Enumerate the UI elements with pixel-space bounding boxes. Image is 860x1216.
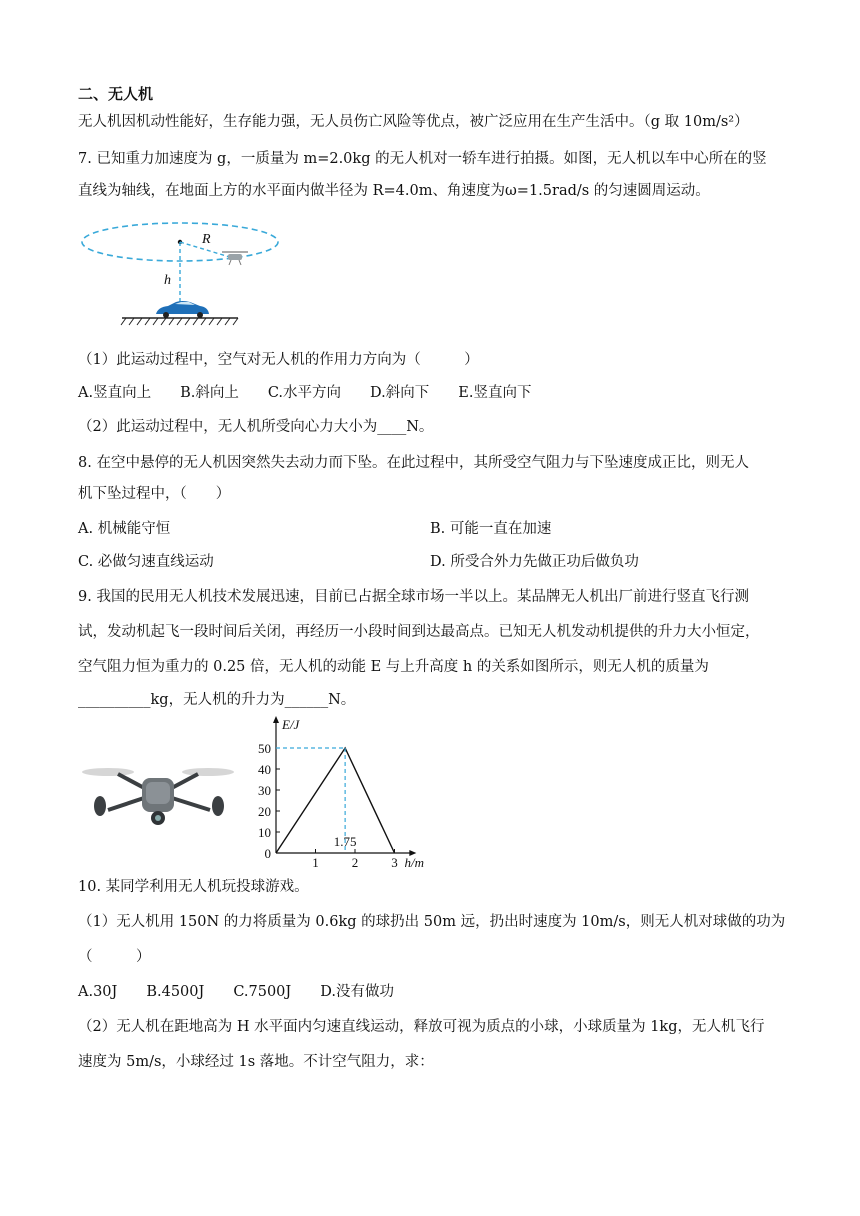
drone-icon [222, 252, 248, 265]
y-tick-label: 40 [258, 762, 271, 777]
intro-text: 无人机因机动性能好，生存能力强，无人员伤亡风险等优点，被广泛应用在生产生活中。（g 取 10m/s²） [78, 114, 749, 130]
q8-option-c: C. 必做匀速直线运动 [78, 554, 214, 570]
x-axis-label: h/m [404, 855, 424, 870]
section-title: 二、无人机 [78, 85, 154, 103]
q10-sub1-line1: （1）无人机用 150N 的力将质量为 0.6kg 的球扔出 50m 远，扔出时速度为 10m/s，则无人机对球做的功为 [78, 914, 786, 930]
q7-sub1: （1）此运动过程中，空气对无人机的作用力方向为（ ） [78, 352, 479, 368]
ground-icon [121, 318, 238, 325]
radius-label: R [202, 232, 211, 247]
q8-line1: 8. 在空中悬停的无人机因突然失去动力而下坠。在此过程中，其所受空气阻力与下坠速度成正比，则无人 [78, 455, 749, 471]
y-tick-label: 30 [258, 783, 271, 798]
y-axis-label: E/J [282, 717, 300, 732]
q10-sub2-line2: 速度为 5m/s，小球经过 1s 落地。不计空气阻力，求： [78, 1054, 434, 1070]
drone-photo-icon [78, 760, 238, 830]
q8-option-b: B. 可能一直在加速 [430, 521, 552, 537]
y-axis-arrow [273, 716, 279, 723]
y-tick-label: 10 [258, 825, 271, 840]
q8-line2: 机下坠过程中，（ ） [78, 486, 231, 502]
energy-height-chart [252, 712, 432, 872]
q10-sub2-line1: （2）无人机在距地高为 H 水平面内匀速直线运动，释放可视为质点的小球，小球质量为 1kg，无人机飞行 [78, 1019, 765, 1035]
q8-option-d: D. 所受合外力先做正功后做负功 [430, 554, 639, 570]
x-tick-label: 2 [351, 855, 359, 870]
q8-option-a: A. 机械能守恒 [78, 521, 171, 537]
q10-sub1-options: A.30J B.4500J C.7500J D.没有做功 [78, 984, 394, 1000]
q7-line2: 直线为轴线，在地面上方的水平面内做半径为 R=4.0m、角速度为ω=1.5rad/s 的匀速圆周运动。 [78, 183, 710, 199]
y-tick-label: 50 [258, 741, 271, 756]
q10-sub1-line2: （ ） [78, 949, 151, 965]
peak-annotation: 1.75 [333, 834, 357, 849]
y-tick-label: 20 [258, 804, 271, 819]
q10-line1: 10. 某同学利用无人机玩投球游戏。 [78, 879, 309, 895]
x-tick-label: 1 [312, 855, 319, 870]
q9-line4: __________kg，无人机的升力为______N。 [78, 692, 356, 708]
car-icon [156, 301, 209, 318]
circular-motion-figure [78, 218, 288, 328]
q7-line1: 7. 已知重力加速度为 g，一质量为 m=2.0kg 的无人机对一轿车进行拍摄。如图，无人机以车中心所在的竖 [78, 151, 767, 167]
y-tick-label: 0 [264, 846, 271, 861]
q9-line1: 9. 我国的民用无人机技术发展迅速，目前已占据全球市场一半以上。某品牌无人机出厂前进行竖直飞行测 [78, 589, 749, 605]
x-tick-label: 3 [391, 855, 398, 870]
q9-line2: 试，发动机起飞一段时间后关闭，再经历一小段时间到达最高点。已知无人机发动机提供的升力大小恒定， [78, 624, 760, 640]
q7-sub2: （2）此运动过程中，无人机所受向心力大小为____N。 [78, 419, 434, 435]
height-label: h [164, 273, 171, 288]
q7-sub1-options: A.竖直向上 B.斜向上 C.水平方向 D.斜向下 E.竖直向下 [78, 385, 532, 401]
q9-line3: 空气阻力恒为重力的 0.25 倍，无人机的动能 E 与上升高度 h 的关系如图所示，则无人机的质量为 [78, 659, 709, 675]
